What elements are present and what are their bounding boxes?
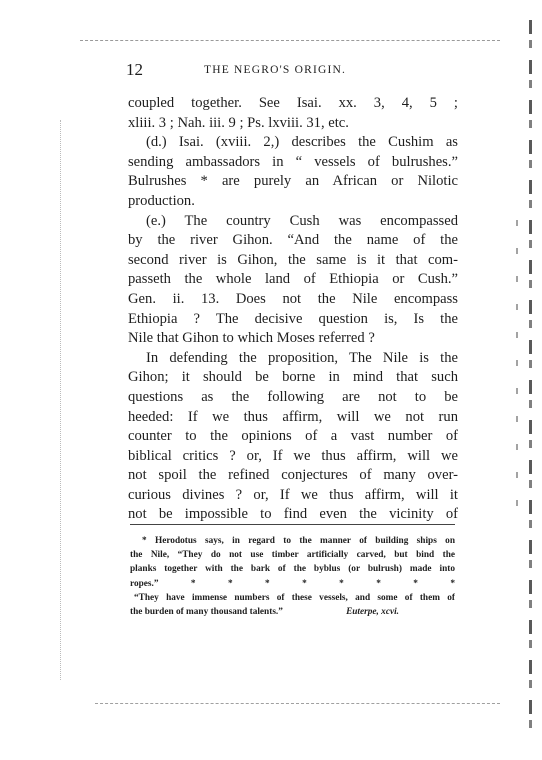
footnote-stars-lead: ropes.” (130, 578, 159, 589)
text-line: by the river Gihon. “And the name of the (128, 232, 458, 249)
text-line: Nile that Gihon to which Moses referred ? (128, 330, 375, 347)
text-line: Gen. ii. 13. Does not the Nile encompass (128, 290, 458, 307)
text-line: curious divines ? or, If we thus affirm, will it (128, 486, 458, 503)
star-mark: * (190, 578, 196, 589)
page-number: 12 (126, 60, 143, 79)
footnote-line: planks together with the bark of the byblus (or bulrush) made into (130, 564, 455, 575)
text-line: heeded: If we thus affirm, will we not run (128, 408, 458, 425)
text-line: coupled together. See Isai. xx. 3, 4, 5 ; (128, 95, 458, 111)
footnote-source: Euterpe, xcvi. (346, 606, 399, 617)
footnote-line: the Nile, “They do not use timber artificially carved, but bind the (130, 550, 455, 561)
text-line: Gihon; it should be borne in mind that such (128, 369, 458, 386)
footnote (130, 534, 455, 619)
footnote-line: * Herodotus says, in regard to the manner of building ships on (142, 536, 455, 546)
footnote-line: “They have immense numbers of these vessels, and some of them of (134, 592, 455, 603)
text-line: questions as the following are not to be (128, 388, 458, 405)
text-line: second river is Gihon, the same is it that com- (128, 251, 458, 268)
running-head: THE NEGRO'S ORIGIN. (204, 64, 347, 76)
text-line: counter to the opinions of a vast number of (128, 428, 458, 445)
star-mark: * (339, 578, 344, 589)
footnote-citation-line (130, 605, 455, 619)
footnote-line: the burden of many thousand talents.” (130, 606, 283, 617)
page-header (126, 60, 458, 82)
footnote-rule (130, 524, 455, 525)
scan-border-left (60, 120, 62, 680)
book-binding-shadow (516, 220, 518, 520)
text-line: sending ambassadors in “ vessels of bulrushes.” (128, 153, 458, 170)
text-line: In defending the proposition, The Nile is the (146, 349, 458, 366)
star-mark: * (413, 578, 418, 589)
text-line: production. (128, 192, 195, 209)
book-binding-edge (529, 20, 532, 740)
star-mark: * (302, 578, 307, 589)
text-line: not be impossible to find even the vicinity of (128, 506, 458, 523)
scan-border-bottom (95, 703, 500, 705)
text-line: xliii. 3 ; Nah. iii. 9 ; Ps. lxviii. 31, etc. (128, 114, 349, 131)
text-line: Bulrushes * are purely an African or Nilotic (128, 173, 458, 190)
footnote-ellipsis-stars (130, 577, 455, 591)
star-mark: * (227, 578, 233, 589)
scan-border-top (80, 40, 500, 42)
body-text (128, 94, 458, 525)
star-mark: * (265, 578, 270, 589)
text-line: not spoil the refined conjectures of many over- (128, 467, 458, 484)
text-line: Ethiopia ? The decisive question is, Is the (128, 310, 458, 327)
star-mark: * (450, 578, 455, 589)
star-mark: * (376, 578, 381, 589)
text-line: biblical critics ? or, If we thus affirm, will we (128, 447, 458, 464)
text-line: passeth the whole land of Ethiopia or Cush.” (128, 271, 458, 288)
text-line: (e.) The country Cush was encompassed (146, 212, 458, 229)
text-line: (d.) Isai. (xviii. 2,) describes the Cushim as (146, 134, 458, 151)
